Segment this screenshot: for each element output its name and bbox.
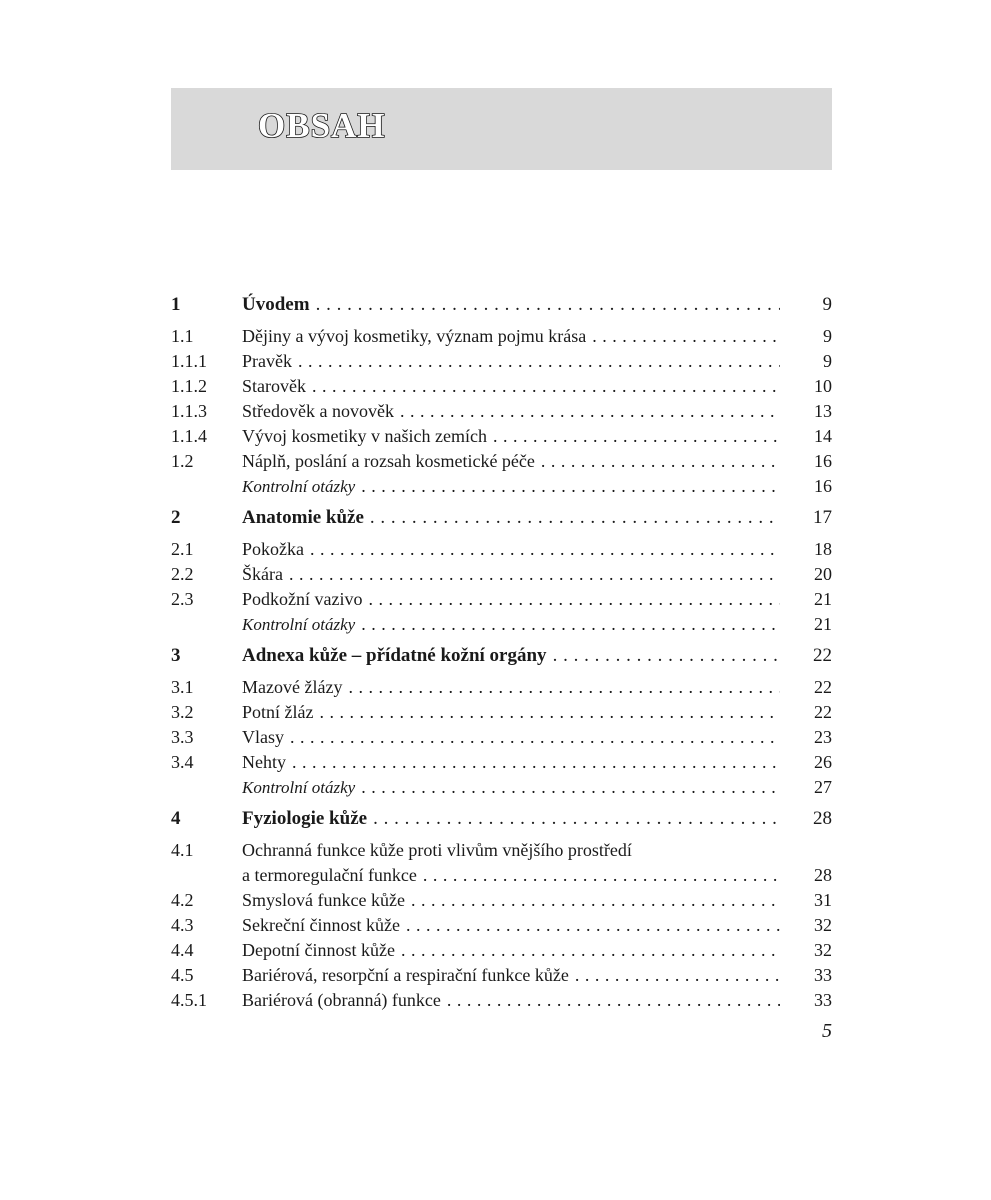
toc-title: Starověk [242, 376, 306, 396]
toc-title-wrap [242, 888, 780, 913]
toc-page: 27 [814, 777, 832, 797]
toc-chapter-row [171, 505, 832, 530]
toc-number: 1 [171, 294, 181, 315]
toc-page: 28 [813, 808, 832, 829]
toc-page: 21 [814, 614, 832, 634]
toc-row [171, 424, 832, 449]
toc-page: 22 [814, 702, 832, 722]
toc-page: 17 [813, 507, 832, 528]
toc-title: Podkožní vazivo [242, 589, 363, 609]
toc-page: 32 [814, 915, 832, 935]
toc-row [171, 537, 832, 562]
toc-title-wrap [242, 838, 780, 863]
toc-title: Kontrolní otázky [242, 778, 356, 797]
toc-number: 3.4 [171, 752, 194, 772]
toc-number: 3.2 [171, 702, 194, 722]
toc-title-wrap [242, 537, 780, 562]
toc-title-wrap [242, 725, 780, 750]
toc-number: 1.1.2 [171, 376, 207, 396]
toc-title-wrap [242, 587, 780, 612]
toc-page: 14 [814, 426, 832, 446]
toc-page: 13 [814, 401, 832, 421]
toc-number: 4.4 [171, 940, 194, 960]
toc-chapter-row [171, 292, 832, 317]
toc-number: 1.1.3 [171, 401, 207, 421]
toc-row [171, 612, 832, 637]
toc-row [171, 725, 832, 750]
toc-title-wrap [242, 806, 780, 831]
toc-row [171, 963, 832, 988]
toc-title: Bariérová, resorpční a respirační funkce kůže [242, 965, 569, 985]
toc-number: 1.2 [171, 451, 194, 471]
toc-number: 4.5 [171, 965, 194, 985]
toc-chapter-row [171, 643, 832, 668]
toc-title-wrap [242, 775, 780, 800]
toc-number: 2.1 [171, 539, 194, 559]
toc-title-wrap [242, 399, 780, 424]
toc-row [171, 474, 832, 499]
toc-number: 3.1 [171, 677, 194, 697]
toc-page: 20 [814, 564, 832, 584]
toc-row [171, 399, 832, 424]
toc-title-wrap [242, 374, 780, 399]
toc-page: 23 [814, 727, 832, 747]
header-band [171, 88, 832, 170]
toc-title: Pravěk [242, 351, 292, 371]
toc-chapter-row [171, 806, 832, 831]
toc-page: 9 [823, 326, 832, 346]
toc-number: 4.2 [171, 890, 194, 910]
toc-row [171, 562, 832, 587]
toc-page: 18 [814, 539, 832, 559]
toc-row [171, 374, 832, 399]
toc-row [171, 938, 832, 963]
toc-page: 21 [814, 589, 832, 609]
toc-title-wrap [242, 324, 780, 349]
toc-page: 31 [814, 890, 832, 910]
toc-title: Pokožka [242, 539, 304, 559]
toc-title-wrap [242, 449, 780, 474]
toc-page: 16 [814, 451, 832, 471]
toc-title: Kontrolní otázky [242, 615, 356, 634]
toc-title: Dějiny a vývoj kosmetiky, význam pojmu krása [242, 326, 587, 346]
toc-title: Vlasy [242, 727, 284, 747]
table-of-contents [171, 292, 832, 1013]
toc-page: 22 [813, 645, 832, 666]
toc-row [171, 750, 832, 775]
toc-title: Úvodem [242, 294, 310, 315]
toc-row [171, 888, 832, 913]
toc-title: Škára [242, 564, 283, 584]
toc-row [171, 913, 832, 938]
toc-title-wrap [242, 424, 780, 449]
toc-title: Anatomie kůže [242, 507, 364, 528]
toc-title: Sekreční činnost kůže [242, 915, 400, 935]
toc-title: Vývoj kosmetiky v našich zemích [242, 426, 487, 446]
toc-title-wrap [242, 988, 780, 1013]
toc-title: Středověk a novověk [242, 401, 394, 421]
toc-title: Adnexa kůže – přídatné kožní orgány [242, 645, 547, 666]
toc-row [171, 449, 832, 474]
toc-number: 4.3 [171, 915, 194, 935]
toc-row [171, 675, 832, 700]
page-number: 5 [822, 1020, 832, 1042]
toc-number: 4.5.1 [171, 990, 207, 1010]
toc-number: 3 [171, 645, 181, 666]
toc-title-wrap [242, 938, 780, 963]
toc-title: Fyziologie kůže [242, 808, 368, 829]
toc-title-wrap [242, 474, 780, 499]
toc-title: Kontrolní otázky [242, 477, 356, 496]
toc-row [171, 349, 832, 374]
toc-number: 1.1.4 [171, 426, 207, 446]
toc-title: Ochranná funkce kůže proti vlivům vnějšího prostředí [242, 840, 632, 860]
toc-page: 22 [814, 677, 832, 697]
toc-number: 4 [171, 808, 181, 829]
toc-title-wrap [242, 913, 780, 938]
toc-number: 4.1 [171, 840, 194, 860]
toc-page: 16 [814, 476, 832, 496]
toc-row [171, 838, 832, 863]
toc-page: 10 [814, 376, 832, 396]
toc-number: 3.3 [171, 727, 194, 747]
toc-title-wrap [242, 349, 780, 374]
toc-title: Smyslová funkce kůže [242, 890, 405, 910]
toc-title-wrap [242, 675, 780, 700]
toc-page: 33 [814, 965, 832, 985]
toc-number: 1.1 [171, 326, 194, 346]
toc-title-wrap [242, 643, 780, 668]
toc-row [171, 988, 832, 1013]
toc-row [171, 324, 832, 349]
toc-row [171, 700, 832, 725]
toc-row [171, 775, 832, 800]
toc-number: 1.1.1 [171, 351, 207, 371]
toc-page: 26 [814, 752, 832, 772]
page-title: OBSAH [258, 106, 386, 145]
toc-title: Nehty [242, 752, 286, 772]
toc-page: 28 [814, 865, 832, 885]
toc-page: 32 [814, 940, 832, 960]
toc-page: 33 [814, 990, 832, 1010]
toc-title-wrap [242, 700, 780, 725]
toc-title-wrap [242, 292, 780, 317]
toc-title-wrap [242, 612, 780, 637]
toc-title: Náplň, poslání a rozsah kosmetické péče [242, 451, 535, 471]
toc-title: Mazové žlázy [242, 677, 343, 697]
toc-title-wrap [242, 963, 780, 988]
toc-title-wrap [242, 505, 780, 530]
toc-title: a termoregulační funkce [242, 865, 417, 885]
toc-row [171, 587, 832, 612]
toc-title-wrap [242, 863, 780, 888]
toc-title: Bariérová (obranná) funkce [242, 990, 441, 1010]
toc-title: Potní žláz [242, 702, 314, 722]
toc-row [171, 863, 832, 888]
toc-title: Depotní činnost kůže [242, 940, 395, 960]
toc-number: 2.3 [171, 589, 194, 609]
toc-title-wrap [242, 562, 780, 587]
toc-number: 2 [171, 507, 181, 528]
toc-page: 9 [823, 351, 832, 371]
toc-number: 2.2 [171, 564, 194, 584]
toc-title-wrap [242, 750, 780, 775]
toc-page: 9 [822, 294, 832, 315]
